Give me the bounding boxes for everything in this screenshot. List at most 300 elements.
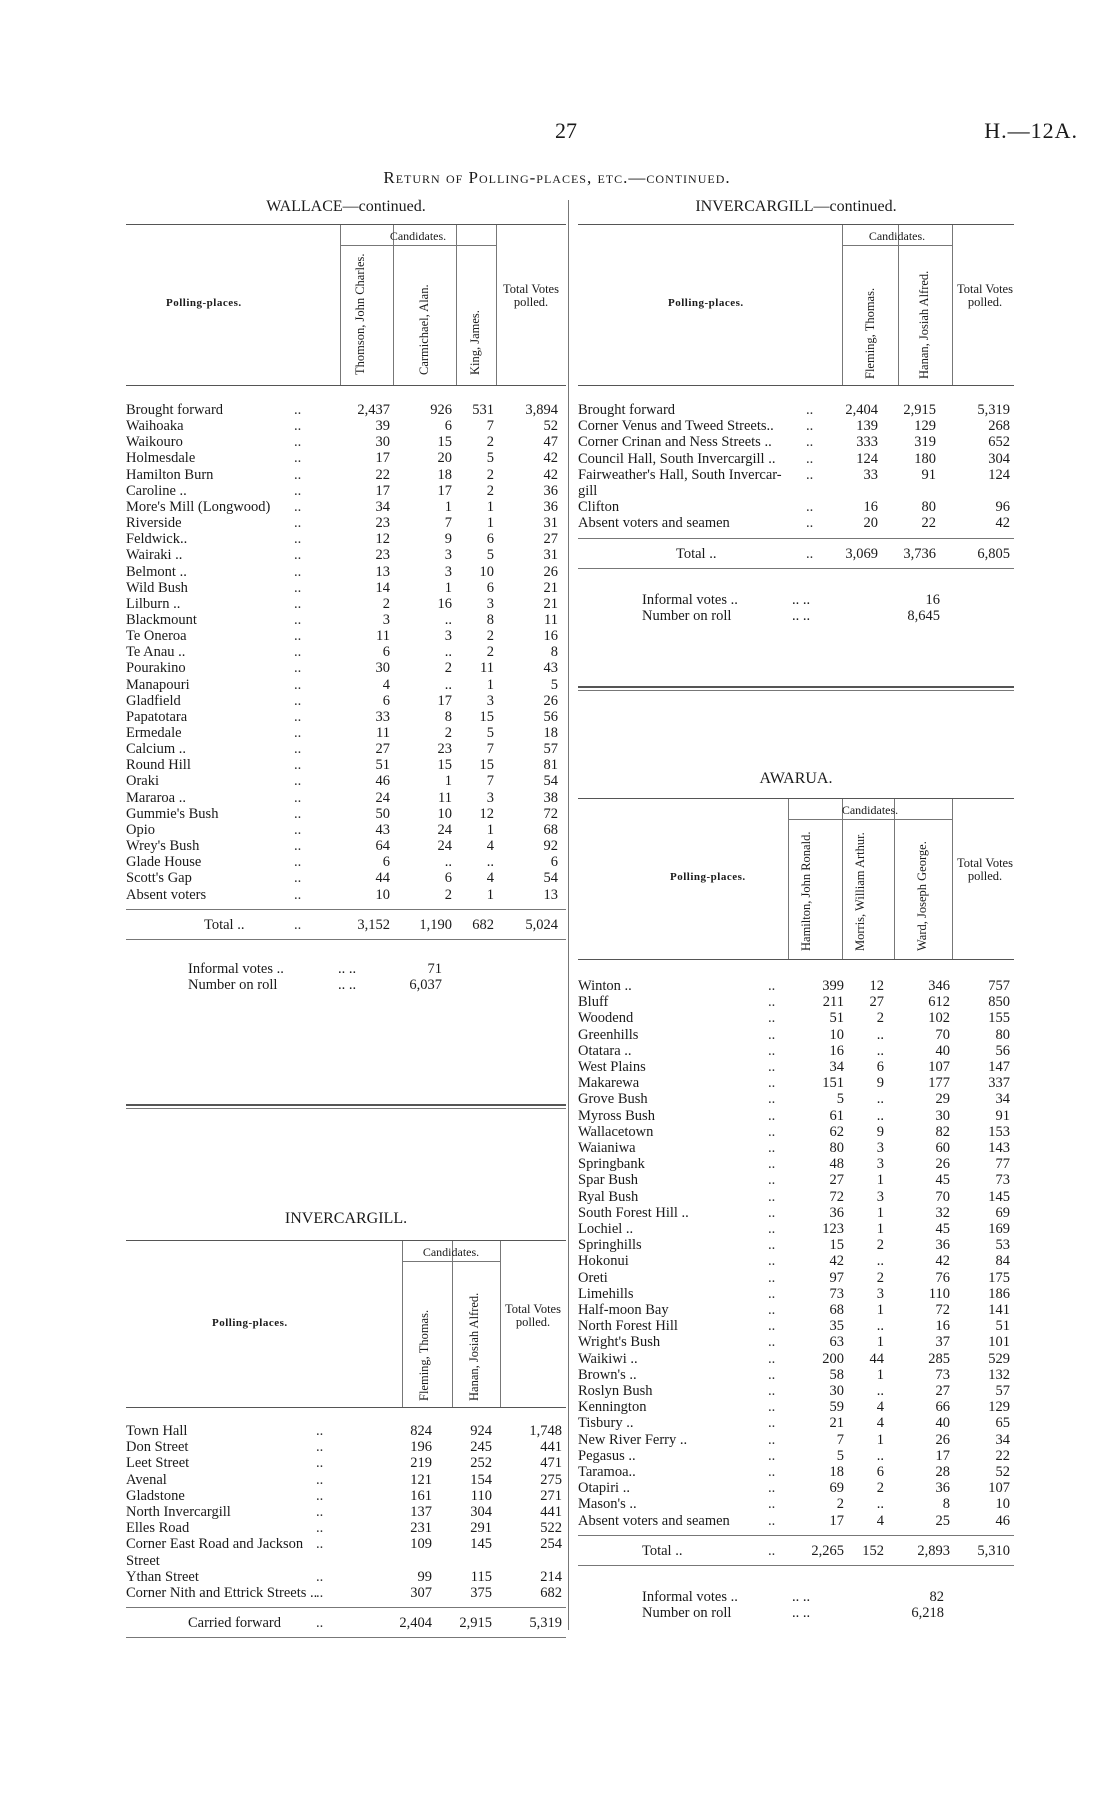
polling-place-name: Waikiwi .. [578,1350,638,1367]
vote-count: 6 [486,531,494,548]
invercargill-row [126,1569,566,1585]
vote-count: 21 [829,1415,844,1432]
wallace-row [126,547,566,563]
vote-count: 3 [486,692,494,709]
polling-place-name: North Invercargill [126,1504,231,1520]
total-value: 5,319 [529,1615,562,1632]
vote-count: 10 [437,805,452,822]
separator [126,1108,566,1109]
number-on-roll-value: 8,645 [907,607,940,624]
vote-count: 27 [869,994,884,1011]
leader-dots: .. [316,1504,324,1520]
invercargill-cont-header [578,224,1014,386]
vote-count: 291 [470,1520,492,1537]
vote-count: 7 [486,741,494,758]
vote-count: 9 [876,1123,884,1140]
leader-dots: .. [768,1172,776,1189]
vote-count: 52 [995,1464,1010,1480]
awarua-row [578,1156,1014,1172]
wallace-row [126,612,566,628]
vote-count: 2 [444,725,452,741]
vote-count: 45 [935,1221,950,1237]
polling-place-name: Springhills [578,1237,642,1254]
awarua-title: AWARUA. [759,770,833,787]
vote-count: 107 [928,1059,950,1075]
vote-count: 3 [444,563,452,580]
polling-place-name: Fairweather's Hall, South Invercar- [578,466,782,483]
vote-count: 99 [417,1568,432,1585]
vote-count: 25 [935,1512,950,1529]
leader-dots: .. [316,1471,324,1488]
vote-count: 51 [829,1010,844,1027]
vote-count: .. [876,1253,884,1270]
polling-place-name: Te Anau .. [126,644,186,661]
leader-dots: .. [768,1221,776,1237]
leader-dots: .. [768,1269,776,1286]
polling-place-name: Papatotara [126,708,188,725]
vote-count: 12 [375,531,390,548]
vote-count: 58 [829,1366,844,1383]
vote-count: 45 [935,1172,950,1189]
polling-place-name: Absent voters and seamen [578,515,730,532]
vote-count: 3 [876,1188,884,1205]
vote-count: 153 [988,1123,1010,1140]
invercargill-polling-label: Polling-places. [212,1317,288,1329]
leader-dots: .. [768,1383,776,1399]
awarua-row [578,1334,1014,1350]
vote-count: 73 [829,1285,844,1302]
leader-dots: .. [316,1423,324,1439]
vote-count: 2 [876,1269,884,1286]
leader-dots: .. [806,418,814,435]
vote-count: 16 [543,628,558,645]
vote-count: 824 [410,1423,432,1439]
informal-votes-value: 71 [427,960,442,977]
leader-dots: .. [294,886,302,903]
vote-count: 46 [375,773,390,790]
polling-place-name: Oraki [126,773,160,790]
awarua-row [578,978,1014,994]
vote-count: 43 [375,821,390,838]
vote-count: 54 [543,773,558,790]
awarua-row [578,1383,1014,1399]
vote-count: 245 [470,1439,492,1456]
leader-dots: .. [316,1439,324,1456]
vote-count: 10 [375,886,390,903]
total-value: 682 [472,916,494,933]
vote-count: 6 [382,854,390,871]
wallace-candidate-3: King, James. [468,310,482,375]
vote-count: 82 [935,1123,950,1140]
polling-place-name: Pegasus .. [578,1447,636,1464]
wallace-row [126,628,566,644]
polling-place-name: Lochiel .. [578,1221,634,1237]
leader-dots: .. [294,789,302,806]
vote-count: 23 [375,547,390,564]
polling-place-name: Roslyn Bush [578,1383,653,1399]
awarua-row [578,994,1014,1010]
polling-place-name: Oreti [578,1269,608,1286]
vote-count: 8 [942,1496,950,1513]
awarua-candidates-label: Candidates. [841,803,899,817]
number-on-roll-label: Number on roll [642,1604,732,1621]
polling-place-name: Spar Bush [578,1172,639,1189]
number-on-roll-value: 6,037 [409,976,442,993]
vote-count: 18 [543,725,558,741]
vote-count: 34 [995,1431,1010,1448]
invercargill-row [126,1536,566,1552]
leader-dots: .. [768,978,776,994]
polling-place-name: Limehills [578,1285,634,1302]
wallace-row [126,741,566,757]
leader-dots: .. [294,628,302,645]
leader-dots: .. [316,1455,324,1472]
total-value: 2,404 [399,1615,432,1632]
total-value: 3,152 [357,916,390,933]
vote-count: 8 [550,644,558,661]
vote-count: 42 [543,450,558,467]
polling-place-name: Leet Street [126,1455,190,1472]
leader-dots: .. [294,466,302,483]
vote-count: 30 [375,434,390,451]
vote-count: 1 [876,1431,884,1448]
vote-count: 42 [935,1253,950,1270]
vote-count: 27 [935,1383,950,1399]
awarua-row [578,1221,1014,1237]
polling-place-name: Otapiri .. [578,1480,630,1497]
leader-dots: .. [768,1059,776,1075]
wallace-row [126,660,566,676]
awarua-row [578,1286,1014,1302]
leader-dots: .. [768,1140,776,1156]
polling-place-name: Wrey's Bush [126,838,200,855]
leader-dots: .. [294,708,302,725]
awarua-row [578,1172,1014,1188]
vote-count: 285 [928,1350,950,1367]
vote-count: 101 [988,1334,1010,1351]
polling-place-name: Waihoaka [126,418,184,435]
vote-count: 16 [863,499,878,516]
vote-count: 2 [444,886,452,903]
return-title: Return of Polling-places, etc.—continued. [383,168,731,187]
vote-count: 121 [410,1471,432,1488]
total-rule [578,538,1014,539]
vote-count: 196 [410,1439,432,1456]
vote-count: 9 [444,531,452,548]
vote-count: 36 [543,482,558,499]
vote-count: 33 [863,466,878,483]
vote-count: 441 [540,1439,562,1456]
vote-count: 10 [479,563,494,580]
vote-count: 15 [479,757,494,774]
polling-place-name: Gladfield [126,692,181,709]
vote-count: 11 [480,660,494,677]
vote-count: 1 [444,773,452,790]
total-rule [126,939,566,940]
awarua-row [578,1496,1014,1512]
polling-place-name: New River Ferry .. [578,1431,688,1448]
leader-dots: .. [316,1568,324,1585]
vote-count: 8 [444,708,452,725]
vote-count: 31 [543,547,558,564]
vote-count: 186 [988,1285,1010,1302]
vote-count: 47 [543,434,558,451]
separator [578,686,1014,688]
vote-count: 80 [921,499,936,516]
invercargill_cont-row [578,402,1014,418]
vote-count: 2 [486,482,494,499]
vote-count: 15 [437,757,452,774]
awarua-row [578,1140,1014,1156]
vote-count: 175 [988,1269,1010,1286]
polling-place-name: Winton .. [578,978,632,994]
vote-count: 30 [829,1383,844,1399]
vote-count: 7 [486,773,494,790]
vote-count: 91 [995,1107,1010,1124]
awarua-row [578,1432,1014,1448]
invercargill-cont-polling-label: Polling-places. [668,297,744,309]
vote-count: 40 [935,1415,950,1432]
wallace-candidate-1: Thomson, John Charles. [353,253,367,375]
vote-count: .. [876,1042,884,1059]
vote-count: .. [444,644,452,661]
vote-count: 27 [375,741,390,758]
vote-count: 4 [876,1415,884,1432]
vote-count: 3 [876,1285,884,1302]
leader-dots: .. [768,1318,776,1335]
total-value: 5,310 [977,1542,1010,1559]
vote-count: 4 [486,870,494,887]
vote-count: 11 [376,628,390,645]
invercargill-row [126,1472,566,1488]
vote-count: 399 [822,978,844,994]
informal-votes-value: 82 [929,1588,944,1605]
wallace-row [126,887,566,903]
vote-count: 1 [444,579,452,596]
vote-count: 28 [935,1464,950,1480]
vote-count: 72 [935,1302,950,1318]
invercargill-cont-candidates-label: Candidates. [868,229,926,243]
leader-dots: .. [294,725,302,741]
vote-count: 1 [876,1221,884,1237]
polling-place-name: Otatara .. [578,1042,632,1059]
document-code: H.—12A. [984,118,1078,143]
vote-count: 16 [935,1318,950,1335]
vote-count: 11 [544,611,558,628]
awarua-row [578,1270,1014,1286]
invercargill_cont-row [578,451,1014,467]
vote-count: 17 [375,482,390,499]
polling-place-name: Taramoa.. [578,1464,636,1480]
invercargill-total-row [126,1615,566,1631]
vote-count: 80 [995,1026,1010,1043]
vote-count: 20 [863,515,878,532]
leader-dots: .. [768,1302,776,1318]
polling-place-name: Hokonui [578,1253,629,1270]
vote-count: 17 [437,692,452,709]
vote-count: 65 [995,1415,1010,1432]
vote-count: .. [444,611,452,628]
vote-count: 97 [829,1269,844,1286]
vote-count: 155 [988,1010,1010,1027]
vote-count: 3,894 [525,402,558,418]
vote-count: 307 [410,1585,432,1601]
wallace-total-label: Total Votes polled. [503,282,559,309]
vote-count: 13 [375,563,390,580]
polling-place-name: Bluff [578,994,609,1011]
vote-count: 59 [829,1399,844,1416]
leader-dots: .. [768,994,776,1011]
wallace-row [126,450,566,466]
polling-place-name: Ermedale [126,725,182,741]
leader-dots: .. [294,870,302,887]
polling-place-name: Holmesdale [126,450,196,467]
polling-place-name: Pourakino [126,660,186,677]
vote-count: 1 [486,821,494,838]
vote-count: 44 [869,1350,884,1367]
vote-count: 1 [486,515,494,532]
vote-count: 6 [444,870,452,887]
polling-place-name: Mason's .. [578,1496,637,1513]
wallace-row [126,725,566,741]
leader-dots: .. [294,547,302,564]
awarua-total-label: Total Votes polled. [957,856,1013,883]
invercargill-cont-section [578,198,1014,638]
polling-place-name: Belmont .. [126,563,187,580]
leader-dots: .. [294,644,302,661]
polling-place-name: Hamilton Burn [126,466,214,483]
vote-count: 46 [995,1512,1010,1529]
leader-dots: .. [768,1285,776,1302]
vote-count: 145 [988,1188,1010,1205]
vote-count: 17 [375,450,390,467]
polling-place-name: Calcium .. [126,741,187,758]
vote-count: 7 [444,515,452,532]
vote-count: 682 [540,1585,562,1601]
vote-count: 529 [988,1350,1010,1367]
vote-count: 115 [470,1568,492,1585]
awarua-header [578,798,1014,960]
vote-count: 69 [995,1204,1010,1221]
wallace-row [126,402,566,418]
leader-dots: .. [768,1366,776,1383]
wallace-row [126,564,566,580]
vote-count: 5 [486,547,494,564]
vote-count: 110 [470,1487,492,1504]
informal-votes-label: Informal votes .. [642,1588,738,1605]
vote-count: 44 [375,870,390,887]
total-label: Total .. [676,545,717,562]
leader-dots: .. [768,1542,776,1559]
wallace-row [126,838,566,854]
vote-count: 522 [540,1520,562,1537]
vote-count: 1 [486,886,494,903]
vote-count: 2 [486,644,494,661]
vote-count: 6 [486,579,494,596]
vote-count: 51 [995,1318,1010,1335]
polling-place-name: Kennington [578,1399,647,1416]
vote-count: 96 [995,499,1010,516]
invercargill-row [126,1553,566,1569]
leader-dots: .. [294,838,302,855]
vote-count: 36 [829,1204,844,1221]
total-value: 6,805 [977,545,1010,562]
wallace-row [126,822,566,838]
vote-count: 6 [550,854,558,871]
vote-count: 124 [988,466,1010,483]
vote-count: 6 [876,1464,884,1480]
polling-place-name: Scott's Gap [126,870,192,887]
awarua-row [578,1351,1014,1367]
vote-count: 37 [935,1334,950,1351]
vote-count: 2,404 [845,402,878,418]
invercargill-row [126,1585,566,1601]
vote-count: 143 [988,1140,1010,1156]
vote-count: 7 [836,1431,844,1448]
vote-count: 31 [543,515,558,532]
polling-place-name: gill [578,483,598,499]
leader-dots: .. [294,579,302,596]
vote-count: .. [876,1107,884,1124]
vote-count: 22 [375,466,390,483]
vote-count: 61 [829,1107,844,1124]
vote-count: .. [876,1447,884,1464]
leader-dots: .. [806,402,814,418]
vote-count: .. [486,854,494,871]
leader-dots: .. [316,1585,324,1601]
vote-count: 33 [375,708,390,725]
awarua-row [578,1010,1014,1026]
polling-place-name: Caroline .. [126,482,187,499]
vote-count: 81 [543,757,558,774]
polling-place-name: Brown's .. [578,1366,637,1383]
awarua-row [578,1415,1014,1431]
leader-dots: .. [768,1204,776,1221]
total-label: Total .. [204,916,245,933]
awarua-candidate-2: Morris, William Arthur. [853,832,867,951]
awarua-candidate-1: Hamilton, John Ronald. [799,831,813,951]
leader-dots: .. .. [792,607,811,624]
awarua-row [578,1059,1014,1075]
vote-count: 70 [935,1188,950,1205]
polling-place-name: Round Hill [126,757,191,774]
invercargill-row [126,1504,566,1520]
leader-dots: .. [768,1156,776,1173]
polling-place-name: Brought forward [126,402,224,418]
awarua-row [578,1027,1014,1043]
vote-count: 1 [486,676,494,693]
vote-count: 123 [822,1221,844,1237]
polling-place-name: Glade House [126,854,202,871]
vote-count: 12 [869,978,884,994]
vote-count: 26 [543,563,558,580]
separator [578,690,1014,691]
polling-place-name: Absent voters and seamen [578,1512,730,1529]
polling-place-name: Te Oneroa [126,628,187,645]
wallace-row [126,434,566,450]
polling-place-name: Council Hall, South Invercargill .. [578,450,776,467]
leader-dots: .. [294,805,302,822]
leader-dots: .. [294,482,302,499]
polling-place-name: Absent voters [126,886,207,903]
invercargill_cont-row [578,515,1014,531]
polling-place-name: Gladstone [126,1487,185,1504]
vote-count: 18 [437,466,452,483]
vote-count: .. [876,1091,884,1108]
polling-place-name: Manapouri [126,676,190,693]
vote-count: 68 [543,821,558,838]
vote-count: 38 [543,789,558,806]
